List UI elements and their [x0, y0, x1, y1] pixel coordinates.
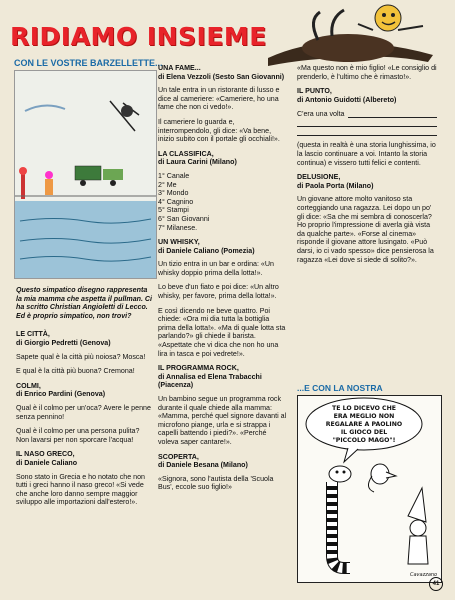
column-1: [16, 286, 154, 513]
ranking-item: 2° Me: [158, 180, 177, 189]
comic-panel: [297, 395, 442, 583]
blank-line: [348, 109, 438, 118]
joke-text: Qual è il colmo per una persona pulita? Non lavarsi per non sporcare l'acqua!: [16, 427, 140, 444]
joke-text: Un tale entra in un ristorante di lusso e dice al cameriere: «Cameriere, ho una fame che non ci vedo!».: [158, 86, 280, 112]
joke-author: di Daniele Besana (Milano): [158, 461, 248, 470]
joke-text: Sono stato in Grecia e ho notato che non tutti i greci hanno il naso greco! «Si vede che anche loro danno sempre maggior sviluppo alle importazioni dall'estero!».: [16, 472, 145, 507]
joke-title: LE CITTÀ,: [16, 330, 50, 339]
joke-text: Sapete qual è la città più noiosa? Mosca!: [16, 352, 146, 361]
joke-text: E qual è la città più buona? Cremona!: [16, 367, 135, 376]
artist-signature: Cavazzano: [410, 572, 438, 578]
column-3: [297, 64, 437, 270]
joke-title: UN WHISKY,: [158, 238, 200, 247]
joke-title: DELUSIONE,: [297, 173, 341, 182]
ranking-item: 1° Canale: [158, 171, 190, 180]
joke-title: UNA FAME...: [158, 64, 201, 72]
joke-la-classifica: [158, 150, 288, 232]
joke-una-fame: [158, 64, 288, 144]
joke-text: Qual è il colmo per un'oca? Avere le penne senza pennino!: [16, 403, 151, 421]
snake-character: [329, 466, 351, 568]
bird-character: [368, 464, 396, 492]
joke-title: SCOPERTA,: [158, 452, 199, 461]
blank-line: [297, 127, 437, 136]
joke-title: IL PUNTO,: [297, 87, 332, 96]
comic-heading: ...E CON LA NOSTRA: [297, 383, 383, 393]
joke-author: di Daniele Caliano: [16, 458, 78, 467]
ranking-item: 4° Cagnino: [158, 197, 194, 206]
joke-title: IL PROGRAMMA ROCK,: [158, 364, 239, 373]
joke-author: di Laura Carini (Milano): [158, 158, 237, 167]
column-2: [158, 64, 288, 498]
ranking-item: 3° Mondo: [158, 189, 189, 198]
joke-author: di Giorgio Pedretti (Genova): [16, 338, 111, 347]
joke-text: «Signora, sono l'autista della 'Scuola Bus', eccole suo figlio!»: [158, 474, 274, 492]
joke-text: Un bambino segue un programma rock durante il quale chiede alla mamma: «Mamma, perché quel signore davanti al microfono piange, urla e si strappa i capelli battendo i piedi?». «Perché voleva saper cantare!».: [158, 395, 287, 446]
page-number: 41: [429, 577, 443, 591]
joke-un-whisky: [158, 238, 288, 358]
joke-author: di Antonio Guidotti (Albereto): [297, 95, 397, 104]
drawing-caption: Questo simpatico disegno rappresenta la mia mamma che aspetta il pullman. Ci ha scritto Christian Angioletti di Lecco. Ed è proprio simpatico, non trovi?: [16, 286, 153, 320]
joke-author: di Paola Porta (Milano): [297, 181, 374, 190]
blank-line: [297, 118, 437, 127]
bubble-line: IL GIOCO DEL: [340, 429, 388, 436]
ranking-item: 6° San Giovanni: [158, 214, 210, 223]
cartoon-animal-illustration: [248, 0, 448, 70]
joke-author: di Daniele Caliano (Pomezia): [158, 246, 255, 255]
joke-text: Il cameriere lo guarda e, interrompendolo, gli dice: «Va bene, inizio subito con il portale gli occhiali!».: [158, 117, 280, 144]
joke-title: IL NASO GRECO,: [16, 450, 75, 459]
child-drawing-image: [14, 70, 157, 279]
bubble-line: ERA MEGLIO NON: [333, 413, 395, 420]
joke-delusione: [297, 173, 437, 264]
bubble-line: "PICCOLO MAGO"!: [332, 437, 396, 444]
wizard-character: [408, 488, 428, 564]
page-title: RIDIAMO INSIEME: [10, 22, 267, 51]
joke-text: Un tizio entra in un bar e ordina: «Un whisky doppio prima della lotta!».: [158, 260, 274, 277]
joke-continuation: «Ma questo non è mio figlio! «Le consiglio di prenderlo, è l'ultimo che è rimasto!».: [297, 64, 437, 81]
bubble-line: REGALARE A PAOLINO: [325, 421, 403, 428]
joke-text: Lo beve d'un fiato e poi dice: «Un altro whisky, per favore, prima della lotta!».: [158, 283, 279, 301]
joke-colmi: [16, 382, 154, 445]
bubble-line: TE LO DICEVO CHE: [332, 405, 396, 412]
joke-author: di Elena Vezzoli (Sesto San Giovanni): [158, 72, 285, 81]
ranking-list: [158, 172, 288, 232]
joke-le-citta: [16, 330, 154, 375]
joke-scoperta: [158, 453, 288, 492]
joke-naso-greco: [16, 450, 154, 507]
page-subtitle: CON LE VOSTRE BARZELLETTE...: [14, 58, 163, 68]
joke-text: (questa in realtà è una storia lunghissima, io la lascio continuare a voi. Intanto la storia continua) e vissero tutti felici e contenti.: [297, 141, 436, 167]
joke-il-punto: [297, 87, 437, 167]
joke-author: di Enrico Pardini (Genova): [16, 390, 106, 399]
joke-title: COLMI,: [16, 381, 41, 390]
ranking-item: 7° Milanese.: [158, 223, 198, 232]
joke-text: E così dicendo ne beve quattro. Poi chiede: «Ora mi dia tutta la bottiglia prima della lotta!». «Ma di quale lotta sta parlando?» gli chiede il barista. «Aspettate che vi dica che non ho una lira in tasca e poi vedrete!».: [158, 306, 286, 358]
joke-title: LA CLASSIFICA,: [158, 149, 214, 158]
ranking-item: 5° Stampi: [158, 206, 189, 215]
joke-author: di Annalisa ed Elena Trabacchi (Piacenza): [158, 372, 262, 390]
joke-text: Un giovane attore molto vanitoso sta corteggiando una ragazza. Lei dopo un po' gli dice: «Sa che mi sembra di conoscerla? Ho proprio l'impressione di averla già vista da qualche parte». «Forse al cinema» risponde il giovane attore lusingato. «Può darsi, io ci vado spesso» dice pensierosa la ragazza «Lei dove si siede di solito?».: [297, 195, 434, 264]
story-start: C'era una volta: [297, 109, 345, 118]
joke-programma-rock: [158, 364, 288, 446]
